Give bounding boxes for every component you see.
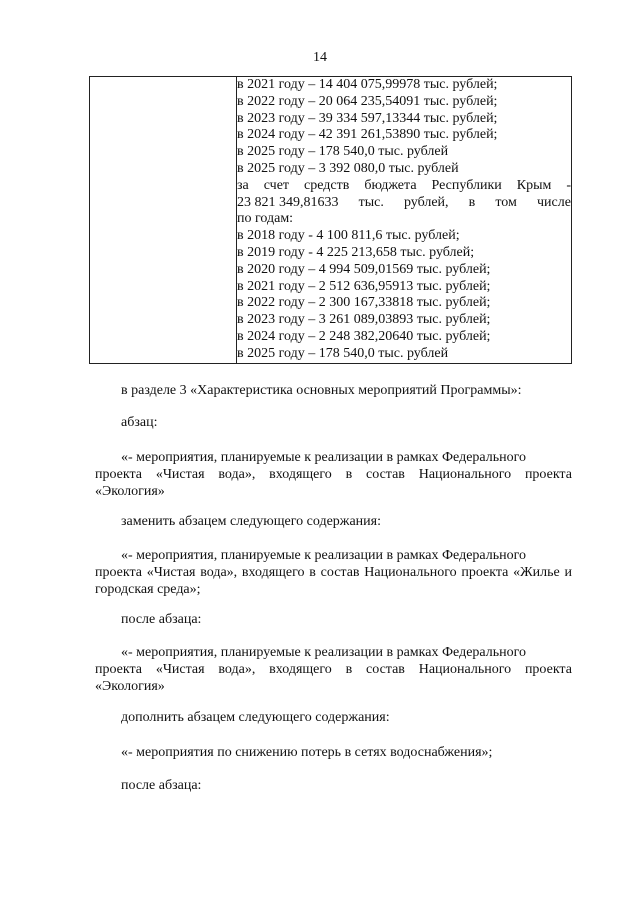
funding-line: в 2025 году – 3 392 080,0 тыс. рублей [237, 160, 459, 176]
word: мероприятия, [136, 645, 218, 660]
word: «- [121, 548, 133, 563]
word: рублей, [403, 194, 449, 210]
word: 23 821 349,81633 [237, 194, 339, 210]
table-row [90, 77, 572, 364]
word: вода», [200, 564, 238, 580]
word: мероприятия, [136, 450, 218, 465]
word: счет [263, 177, 290, 193]
word: входящего [269, 661, 332, 677]
word: в [468, 194, 476, 210]
quote-line: городская среда»; [95, 581, 201, 597]
word: числе [536, 194, 571, 210]
section-intro: в разделе 3 «Характеристика основных мероприятий Программы»: [121, 383, 522, 398]
word: Национального [364, 564, 457, 580]
word: «Чистая [155, 466, 205, 482]
word: за [237, 177, 249, 193]
quote-paragraph-3 [95, 645, 572, 695]
word: «- [121, 450, 133, 465]
quote-line [95, 565, 572, 582]
quote-paragraph-4: «- мероприятия по снижению потерь в сетях водоснабжения»; [121, 745, 493, 760]
funding-line: в 2021 году – 14 404 075,99978 тыс. рублей; [237, 77, 498, 92]
word: к [304, 645, 312, 660]
word: Крым [516, 177, 552, 193]
funding-line: в 2019 году - 4 225 213,658 тыс. рублей; [237, 244, 475, 260]
word: проекта [95, 564, 142, 580]
word: в [386, 548, 394, 563]
word: «Жилье [513, 564, 560, 580]
replace-label: заменить абзацем следующего содержания: [121, 514, 381, 529]
word: реализации [314, 450, 383, 465]
funding-line: в 2018 году - 4 100 811,6 тыс. рублей; [237, 228, 460, 244]
quote-line: «Экология» [95, 678, 165, 694]
word: в [386, 450, 394, 465]
page-number: 14 [313, 50, 327, 65]
word: состав [320, 564, 360, 580]
funding-line: в 2023 году – 39 334 597,13344 тыс. рублей; [237, 110, 498, 126]
word: к [304, 450, 312, 465]
crimea-budget-line [237, 178, 571, 195]
word: - [566, 177, 571, 193]
word: проекта [95, 466, 142, 482]
word: реализации [314, 645, 383, 660]
word: «- [121, 645, 133, 660]
funding-line: в 2023 году – 3 261 089,03893 тыс. рублей; [237, 312, 491, 328]
word: том [495, 194, 517, 210]
after-label: после абзаца: [121, 778, 202, 793]
word: рамках [396, 548, 439, 563]
word: вода», [218, 661, 256, 677]
word: состав [366, 661, 405, 677]
word: состав [366, 466, 405, 482]
word: вода», [218, 466, 256, 482]
word: мероприятия, [136, 548, 218, 563]
word: рамках [396, 645, 439, 660]
funding-line: в 2021 году – 2 512 636,95913 тыс. рублей; [237, 278, 491, 294]
funding-line: в 2025 году – 178 540,0 тыс. рублей [237, 345, 449, 361]
word: бюджета [364, 177, 417, 193]
word: Федерального [441, 645, 527, 660]
word: средств [304, 177, 350, 193]
funding-cell [237, 77, 572, 364]
word: и [564, 564, 572, 580]
word: реализации [314, 548, 383, 563]
by-years-line: по годам: [237, 211, 294, 227]
funding-line: в 2022 году – 2 300 167,33818 тыс. рублей; [237, 295, 491, 311]
word: Республики [431, 177, 502, 193]
word: проекта [461, 564, 509, 580]
funding-line: в 2024 году – 42 391 261,53890 тыс. рублей; [237, 127, 498, 143]
word: планируемые [220, 548, 301, 563]
funding-line: в 2022 году – 20 064 235,54091 тыс. рублей; [237, 93, 498, 109]
quote-line: «Экология» [95, 483, 165, 499]
word: в [309, 564, 316, 580]
word: Национального [418, 466, 512, 482]
after-label: после абзаца: [121, 612, 202, 627]
word: проекта [524, 466, 572, 482]
quote-paragraph-1 [95, 450, 572, 500]
word: входящего [241, 564, 305, 580]
word: входящего [269, 466, 332, 482]
funding-line: в 2020 году – 4 994 509,01569 тыс. рублей; [237, 261, 491, 277]
funding-line: в 2024 году – 2 248 382,20640 тыс. рублей; [237, 328, 491, 344]
quote-line [95, 467, 572, 484]
quote-line [95, 548, 572, 565]
funding-line: в 2025 году – 178 540,0 тыс. рублей [237, 144, 449, 160]
crimea-total-line [237, 195, 571, 212]
quote-line [95, 662, 572, 679]
word: в [345, 661, 353, 677]
funding-table [89, 76, 572, 364]
word: тыс. [358, 194, 384, 210]
word: планируемые [220, 450, 301, 465]
quote-line [95, 645, 572, 662]
word: в [345, 466, 353, 482]
empty-table-cell [90, 77, 237, 364]
word: «Чистая [155, 661, 205, 677]
quote-paragraph-2 [95, 548, 572, 598]
word: Национального [418, 661, 512, 677]
abzac-label: абзац: [121, 415, 158, 430]
word: рамках [396, 450, 439, 465]
word: Федерального [441, 450, 527, 465]
add-label: дополнить абзацем следующего содержания: [121, 710, 390, 725]
word: к [304, 548, 312, 563]
quote-line [95, 450, 572, 467]
word: планируемые [220, 645, 301, 660]
word: проекта [524, 661, 572, 677]
word: в [386, 645, 394, 660]
word: «Чистая [146, 564, 196, 580]
word: Федерального [441, 548, 527, 563]
word: проекта [95, 661, 142, 677]
